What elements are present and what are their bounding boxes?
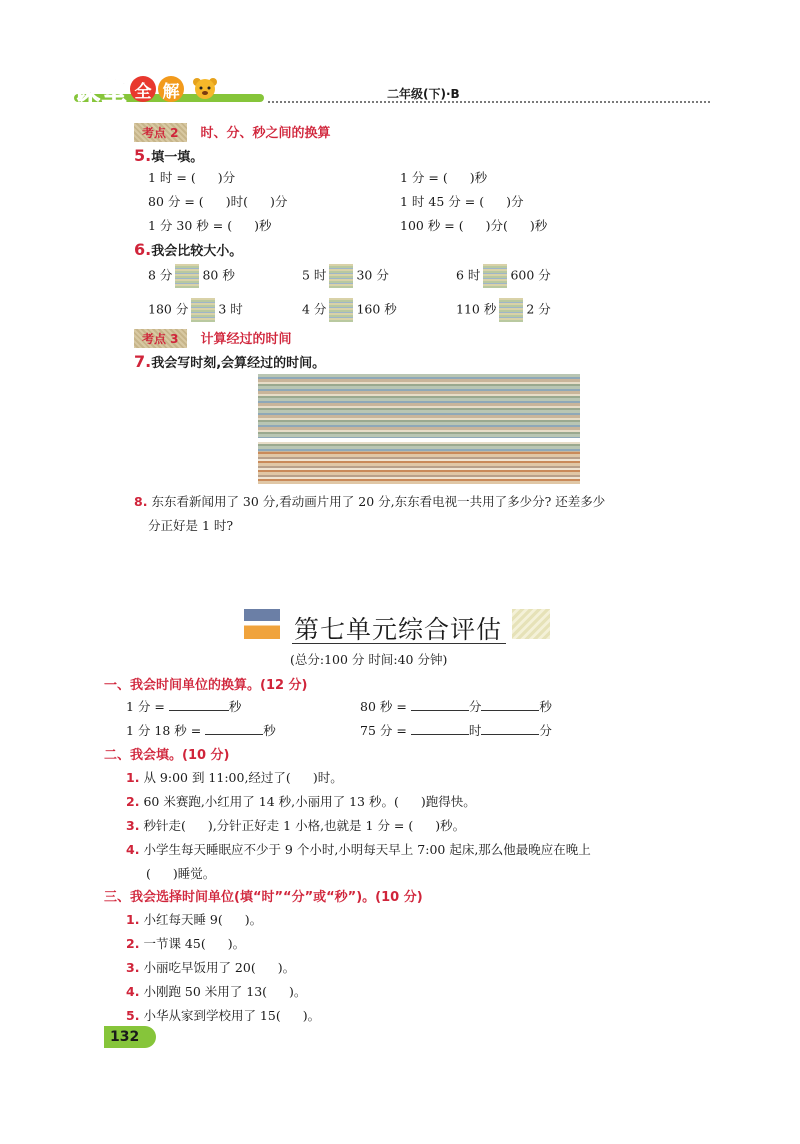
section-title: 时、分、秒之间的换算 bbox=[200, 126, 331, 141]
question-title: 我会比较大小。 bbox=[151, 244, 243, 259]
header-dotted-rule bbox=[268, 101, 710, 103]
text: )。 bbox=[289, 984, 307, 999]
list-item bbox=[126, 840, 591, 858]
text: 1 分 = bbox=[126, 699, 165, 714]
q5-row bbox=[400, 168, 487, 186]
text: 180 分 bbox=[148, 301, 189, 317]
conversion-row bbox=[360, 721, 552, 739]
text: )秒 bbox=[254, 218, 272, 233]
compare-item bbox=[302, 264, 389, 288]
question-7-title bbox=[134, 352, 325, 371]
question-number: 8. bbox=[134, 494, 148, 509]
section-header bbox=[134, 328, 292, 348]
text: 110 秒 bbox=[456, 301, 497, 317]
section-tag: 考点 3 bbox=[134, 329, 187, 348]
text: 1 分 = ( bbox=[400, 170, 448, 185]
text: )。 bbox=[302, 1008, 321, 1023]
item-number: 2. bbox=[126, 794, 140, 809]
text: 秒 bbox=[228, 699, 242, 714]
text: )分 bbox=[506, 194, 524, 209]
question-text: 东东看新闻用了 30 分,看动画片用了 20 分,东东看电视一共用了多少分? 还差多少 bbox=[151, 494, 606, 509]
text: )跑得快。 bbox=[420, 794, 476, 809]
text: )睡觉。 bbox=[172, 866, 216, 881]
section-title: 计算经过的时间 bbox=[200, 332, 292, 347]
item-number: 3. bbox=[126, 960, 140, 975]
text: )时。 bbox=[312, 770, 343, 785]
text: 小丽吃早饭用了 20( bbox=[143, 960, 256, 975]
answer-blank[interactable] bbox=[205, 722, 263, 735]
q5-row bbox=[148, 192, 287, 210]
text: ),分针正好走 1 小格,也就是 1 分 = ( bbox=[207, 818, 414, 833]
text: )分 bbox=[217, 170, 236, 185]
text: )秒 bbox=[469, 170, 488, 185]
question-5-title bbox=[134, 146, 203, 165]
conversion-row bbox=[126, 697, 241, 715]
answer-blank[interactable] bbox=[481, 722, 539, 735]
page-number: 132 bbox=[104, 1026, 156, 1048]
text: 3 时 bbox=[218, 301, 243, 317]
text: 1 分 18 秒 = bbox=[126, 723, 202, 738]
text: 1 时 45 分 = ( bbox=[400, 194, 485, 209]
text: 2 分 bbox=[526, 301, 551, 317]
text: 600 分 bbox=[510, 267, 551, 283]
text: 秒针走( bbox=[143, 818, 186, 833]
text: )。 bbox=[227, 936, 246, 951]
compare-item bbox=[148, 264, 235, 288]
conversion-row bbox=[360, 697, 552, 715]
item-number: 4. bbox=[126, 984, 140, 999]
list-item bbox=[126, 792, 476, 810]
text: )时( bbox=[225, 194, 248, 209]
compare-answer-box[interactable] bbox=[329, 264, 353, 288]
text: 75 分 = bbox=[360, 723, 407, 738]
logo-circle: 全 bbox=[130, 76, 156, 102]
compare-answer-box[interactable] bbox=[499, 298, 523, 322]
list-item bbox=[126, 1006, 320, 1024]
text: 秒 bbox=[263, 723, 276, 738]
item-number: 3. bbox=[126, 818, 140, 833]
text: 80 分 = ( bbox=[148, 194, 204, 209]
compare-item bbox=[456, 264, 551, 288]
compare-item bbox=[148, 298, 243, 322]
answer-blank[interactable] bbox=[481, 698, 539, 711]
question-number: 7. bbox=[134, 352, 152, 371]
question-text: 分正好是 1 时? bbox=[148, 518, 234, 533]
text: 4 分 bbox=[302, 301, 327, 317]
unit-subtitle: (总分:100 分 时间:40 分钟) bbox=[290, 652, 448, 667]
section-tag: 考点 2 bbox=[134, 123, 187, 142]
conversion-row bbox=[126, 721, 276, 739]
text: )秒。 bbox=[435, 818, 466, 833]
book-logo bbox=[74, 72, 220, 106]
text: 60 米赛跑,小红用了 14 秒,小丽用了 13 秒。( bbox=[143, 794, 399, 809]
text: 80 秒 bbox=[202, 267, 235, 283]
logo-circle: 解 bbox=[158, 76, 184, 102]
text: 小华从家到学校用了 15( bbox=[143, 1008, 281, 1023]
compare-answer-box[interactable] bbox=[175, 264, 199, 288]
logo-char: 堂 bbox=[101, 76, 129, 107]
text: 160 秒 bbox=[356, 301, 397, 317]
unit-title-underline bbox=[292, 643, 506, 644]
compare-item bbox=[456, 298, 551, 322]
text: 小学生每天睡眠应不少于 9 个小时,小明每天早上 7:00 起床,那么他最晚应在晚上 bbox=[143, 842, 591, 857]
grade-label: 二年级(下)·B bbox=[387, 87, 460, 101]
text: )分 bbox=[269, 194, 288, 209]
item-number: 5. bbox=[126, 1008, 140, 1023]
part-title: 三、我会选择时间单位(填“时”“分”或“秒”)。(10 分) bbox=[104, 890, 423, 905]
compare-answer-box[interactable] bbox=[329, 298, 353, 322]
part-title: 一、我会时间单位的换算。(12 分) bbox=[104, 678, 308, 693]
list-item bbox=[126, 910, 262, 928]
text: 秒 bbox=[539, 699, 552, 714]
list-item bbox=[126, 958, 295, 976]
text: 小红每天睡 9( bbox=[143, 912, 223, 927]
list-item bbox=[126, 934, 245, 952]
q5-row bbox=[148, 216, 271, 234]
compare-answer-box[interactable] bbox=[483, 264, 507, 288]
section-header bbox=[134, 122, 331, 142]
compare-item bbox=[302, 298, 397, 322]
part-title: 二、我会填。(10 分) bbox=[104, 748, 230, 763]
question-number: 6. bbox=[134, 240, 152, 259]
question-title: 我会写时刻,会算经过的时间。 bbox=[151, 356, 326, 371]
q5-row bbox=[400, 192, 523, 210]
text: )分( bbox=[485, 218, 508, 233]
item-number: 4. bbox=[126, 842, 140, 857]
text: 1 时 = ( bbox=[148, 170, 196, 185]
clock-answer-row-image bbox=[258, 452, 580, 484]
q5-row bbox=[400, 216, 547, 234]
answer-blank[interactable] bbox=[169, 698, 229, 711]
text: 分 bbox=[539, 723, 552, 738]
item-number: 1. bbox=[126, 770, 140, 785]
list-item-continued bbox=[146, 864, 215, 882]
item-number: 1. bbox=[126, 912, 140, 927]
text: 从 9:00 到 11:00,经过了( bbox=[143, 770, 291, 785]
bear-mascot-icon bbox=[190, 77, 220, 101]
question-number: 5. bbox=[134, 146, 152, 165]
compare-answer-box[interactable] bbox=[191, 298, 215, 322]
question-title: 填一填。 bbox=[151, 150, 204, 165]
text: 30 分 bbox=[356, 267, 389, 283]
text: 一节课 45( bbox=[143, 936, 206, 951]
unit-title: 第七单元综合评估 bbox=[294, 615, 503, 644]
text: 6 时 bbox=[456, 267, 481, 283]
answer-blank[interactable] bbox=[411, 698, 469, 711]
answer-blank[interactable] bbox=[411, 722, 469, 735]
text: )。 bbox=[244, 912, 263, 927]
text: 分 bbox=[468, 699, 482, 714]
question-8-line bbox=[148, 516, 233, 534]
text: 时 bbox=[468, 723, 482, 738]
decoration-icon bbox=[512, 609, 550, 639]
q5-row bbox=[148, 168, 235, 186]
text: )秒 bbox=[529, 218, 548, 233]
logo-char: 课 bbox=[74, 76, 102, 107]
text: ( bbox=[146, 866, 151, 881]
text: 5 时 bbox=[302, 267, 327, 283]
list-item bbox=[126, 816, 465, 834]
question-6-title bbox=[134, 240, 242, 259]
text: 8 分 bbox=[148, 267, 173, 283]
clock-decoration-icon bbox=[244, 609, 280, 639]
text: 80 秒 = bbox=[360, 699, 407, 714]
text: 100 秒 = ( bbox=[400, 218, 464, 233]
list-item bbox=[126, 982, 306, 1000]
text: )。 bbox=[277, 960, 296, 975]
item-number: 2. bbox=[126, 936, 140, 951]
question-8-line bbox=[134, 492, 605, 510]
list-item bbox=[126, 768, 343, 786]
text: 小刚跑 50 米用了 13( bbox=[143, 984, 268, 999]
text: 1 分 30 秒 = ( bbox=[148, 218, 233, 233]
